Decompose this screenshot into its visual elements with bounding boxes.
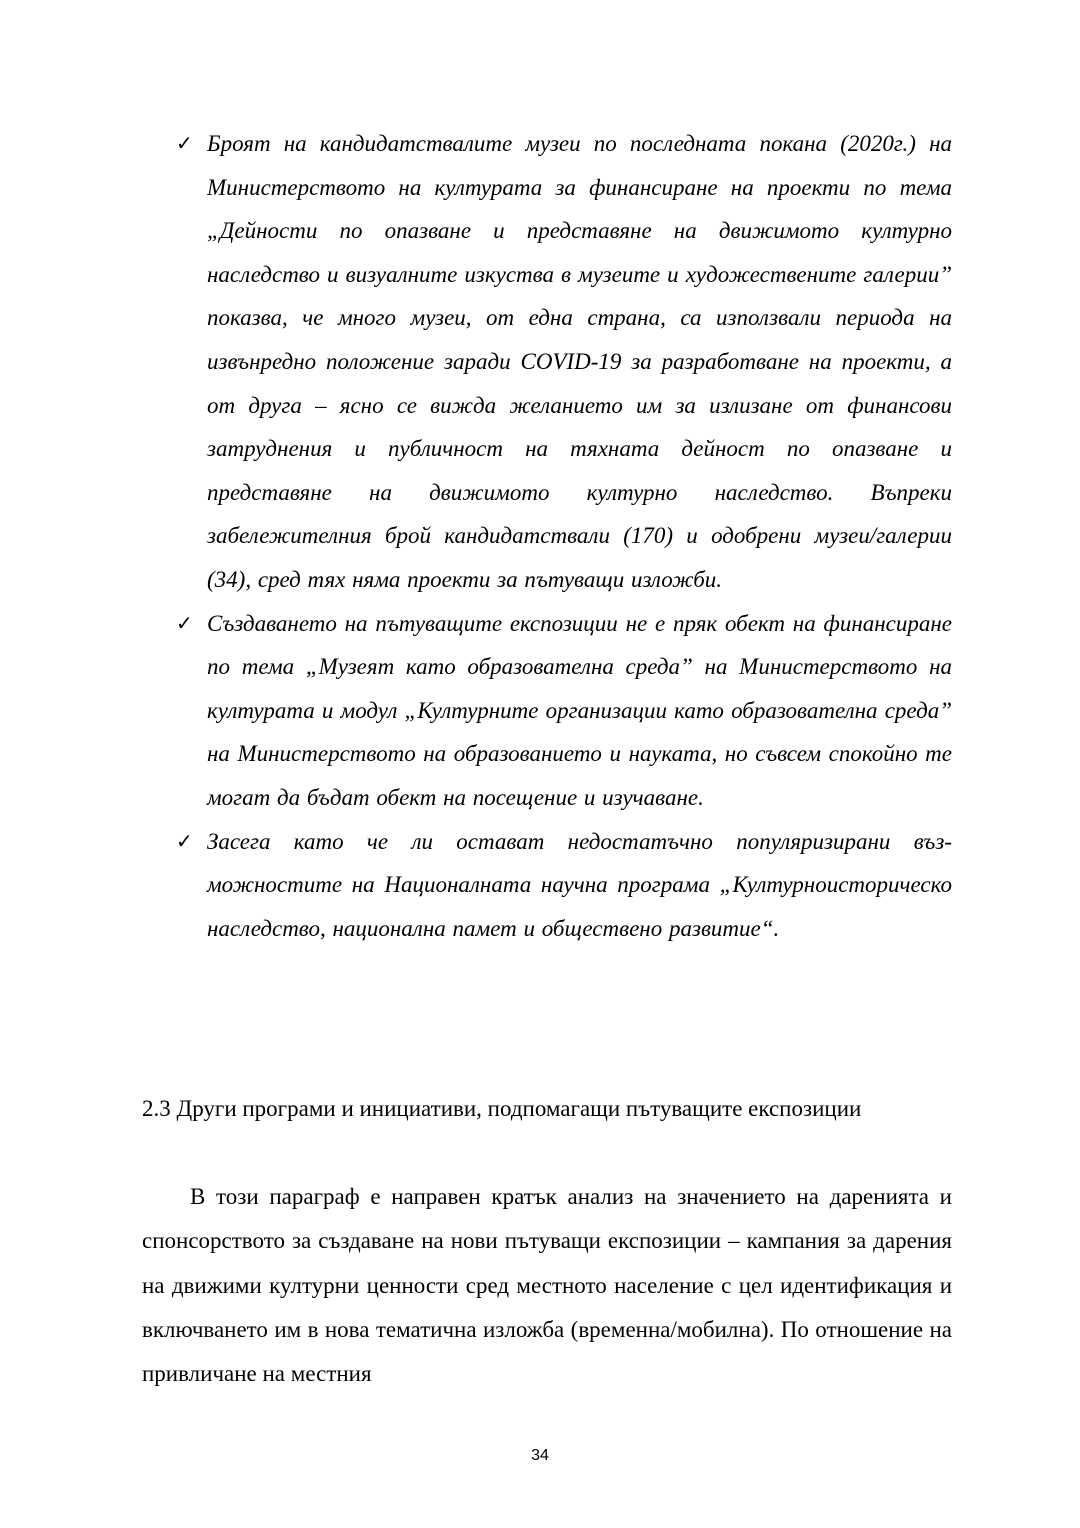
section-heading: 2.3 Други програми и инициативи, подпомагащи пътуващите експозиции [142, 1096, 862, 1121]
list-item-text: Засега като че ли остават недостатъчно популяризирани възможностите на Националната научна програма „Културноисторическо наследство, национална памет и обществено развитие“. [207, 828, 952, 941]
list-item [176, 820, 952, 951]
list-item [176, 602, 952, 820]
list-item-text: Броят на кандидатствалите музеи по последната покана (2020г.) на Министерството на културата за финансиране на проекти по тема „Дейности по опазване и представяне на движимото културно наследство и визуалните изкуства в музеите и художествените галерии” показва, че много музеи, от една страна, са използвали периода на извънредно положение заради COVID-19 за разработване на проекти, а от друга – ясно се вижда желанието им за излизане от финансови затруднения и публичност на тяхната дейност по опазване и представяне на движимото културно наследство. Въпреки забележителния брой кандидатствали (170) и одобрени музеи/галерии (34), сред тях няма проекти за пътуващи изложби. [207, 131, 952, 592]
check-icon: ✓ [176, 610, 193, 635]
check-icon: ✓ [176, 131, 193, 155]
page-number: 34 [531, 1447, 549, 1464]
list-item [176, 122, 952, 602]
check-icon: ✓ [176, 828, 193, 853]
conclusions-list [176, 122, 952, 950]
list-item-text: Създаването на пътуващите експозиции не е пряк обект на финансиране по тема „Музеят като образователна среда” на Министерството на културата и модул „Културните организации като образователна среда” на Министерството на образованието и науката, но съвсем спокойно те могат да бъдат обект на посещение и изучаване. [207, 610, 952, 810]
body-paragraph: В този параграф е направен кратък анализ на значението на даренията и спонсорството за създаване на нови пътуващи експозиции – кампания за дарения на движими културни ценности сред местното население с цел идентификация и включването им в нова тематична изложба (временна/мобилна). По отношение на привличане на местния [142, 1184, 952, 1387]
